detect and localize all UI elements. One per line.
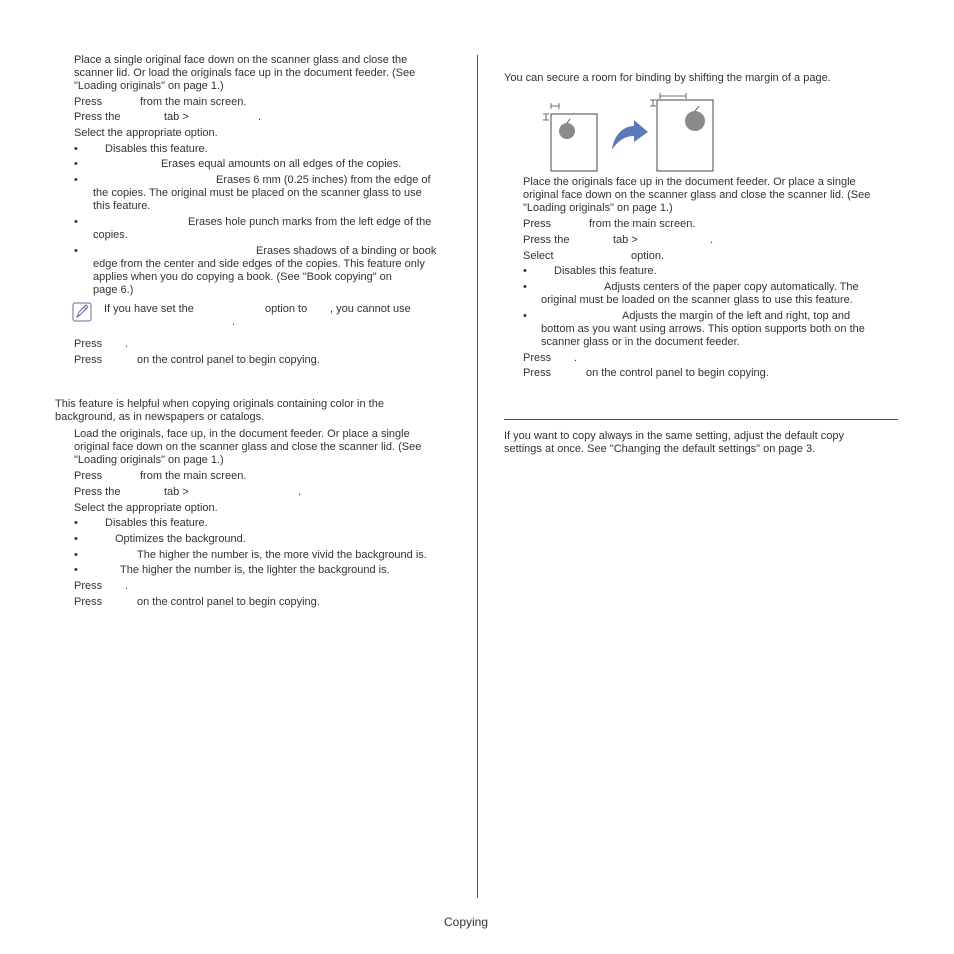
curved-arrow-icon [612,120,648,150]
shift-step-2-rest: from the main screen. [589,218,696,230]
erase-step-3-press-the: Press the [74,111,121,123]
section-divider [504,419,898,420]
background-step-3-period: . [298,486,302,498]
erase-option-border-line-2: the copies. The original must be placed on the scanner glass to use [93,187,422,199]
shift-step-1-line-1: Place the originals face up in the document feeder. Or place a single [523,176,856,188]
bullet: • [74,564,78,576]
background-option-enhance: The higher the number is, the more vivid the background is. [137,549,427,561]
shift-option-custom-line-1: Adjusts the margin of the left and right, top and [622,310,851,322]
erase-step-1-line-2: scanner lid. Or load the originals face up in the document feeder. (See [74,67,416,79]
bullet: • [74,533,78,545]
bullet: • [74,216,78,228]
background-step-4: Select the appropriate option. [74,502,218,514]
background-step-1-line-2: original face down on the scanner glass and close the scanner lid. (See [74,441,422,453]
note-part-4: . [232,316,236,328]
background-step-3-press-the: Press the [74,486,121,498]
erase-option-shadow-line-4: page 6.) [93,284,134,296]
shift-step-5-press: Press [523,352,552,364]
background-option-auto: Optimizes the background. [115,533,246,545]
bullet: • [74,549,78,561]
note-part-2: option to [265,303,308,315]
bullet: • [74,143,78,155]
shift-step-4-option: option. [631,250,665,262]
shift-option-off: Disables this feature. [554,265,657,277]
background-step-5-period: . [125,580,129,592]
background-step-2-rest: from the main screen. [140,470,247,482]
bullet: • [523,265,527,277]
erase-option-hole-line-1: Erases hole punch marks from the left edge of the [188,216,432,228]
erase-option-border-line-3: this feature. [93,200,151,212]
shift-step-1-line-3: "Loading originals" on page 1.) [523,202,673,214]
default-settings-line-1: If you want to copy always in the same setting, adjust the default copy [504,430,844,442]
shift-option-custom-line-3: scanner glass or in the document feeder. [541,336,740,348]
erase-step-1-line-3: "Loading originals" on page 1.) [74,80,224,92]
bullet: • [74,158,78,170]
erase-option-hole-line-2: copies. [93,229,128,241]
background-step-2-press: Press [74,470,103,482]
erase-step-6-rest: on the control panel to begin copying. [137,354,320,366]
bullet: • [74,245,78,257]
erase-option-off: Disables this feature. [105,143,208,155]
page-footer: Copying [444,915,489,929]
background-step-1-line-1: Load the originals, face up, in the document feeder. Or place a single [74,428,410,440]
erase-step-4: Select the appropriate option. [74,127,218,139]
shift-step-2-press: Press [523,218,552,230]
erase-option-border-line-1: Erases 6 mm (0.25 inches) from the edge of [216,174,431,186]
shifted-page-icon [650,93,713,171]
note-part-3: , you cannot use [330,303,411,315]
shift-step-1-line-2: original face down on the scanner glass and close the scanner lid. (See [523,189,871,201]
shift-step-5-period: . [574,352,578,364]
erase-option-shadow-line-2: edge from the center and side edges of the copies. This feature only [93,258,425,270]
background-step-5-press: Press [74,580,103,592]
erase-step-2-press: Press [74,96,103,108]
background-intro-line-1: This feature is helpful when copying originals containing color in the [55,398,384,410]
background-option-erase: The higher the number is, the lighter the background is. [120,564,390,576]
shift-step-4-select: Select [523,250,554,262]
shift-step-3-tab: tab > [613,234,638,246]
erase-step-3-period: . [258,111,262,123]
bullet: • [523,310,527,322]
erase-step-5-press: Press [74,338,103,350]
note-pencil-icon [72,302,92,322]
erase-option-shadow-line-1: Erases shadows of a binding or book [256,245,437,257]
bullet: • [74,517,78,529]
shift-step-3-press-the: Press the [523,234,570,246]
bullet: • [523,281,527,293]
background-step-1-line-3: "Loading originals" on page 1.) [74,454,224,466]
erase-step-3-tab: tab > [164,111,189,123]
background-step-6-rest: on the control panel to begin copying. [137,596,320,608]
background-intro-line-2: background, as in newspapers or catalogs. [55,411,265,423]
margin-shift-illustration [540,92,715,174]
erase-option-edge: Erases equal amounts on all edges of the copies. [161,158,402,170]
column-divider [477,55,478,898]
default-settings-line-2: settings at once. See "Changing the default settings" on page 3. [504,443,816,455]
original-page-icon [543,103,597,171]
erase-step-6-press: Press [74,354,103,366]
bullet: • [74,174,78,186]
background-step-6-press: Press [74,596,103,608]
shift-option-auto-line-1: Adjusts centers of the paper copy automatically. The [604,281,859,293]
shift-option-auto-line-2: original must be loaded on the scanner glass to use this feature. [541,294,853,306]
shift-step-3-period: . [710,234,714,246]
erase-step-5-period: . [125,338,129,350]
background-option-off: Disables this feature. [105,517,208,529]
erase-step-2-rest: from the main screen. [140,96,247,108]
shift-intro: You can secure a room for binding by shifting the margin of a page. [504,72,831,84]
note-part-1: If you have set the [104,303,194,315]
shift-option-custom-line-2: bottom as you want using arrows. This option supports both on the [541,323,865,335]
erase-step-1-line-1: Place a single original face down on the scanner glass and close the [74,54,408,66]
erase-option-shadow-line-3: applies when you do copying a book. (See "Book copying" on [93,271,392,283]
shift-step-6-press: Press [523,367,552,379]
shift-step-6-rest: on the control panel to begin copying. [586,367,769,379]
background-step-3-tab: tab > [164,486,189,498]
